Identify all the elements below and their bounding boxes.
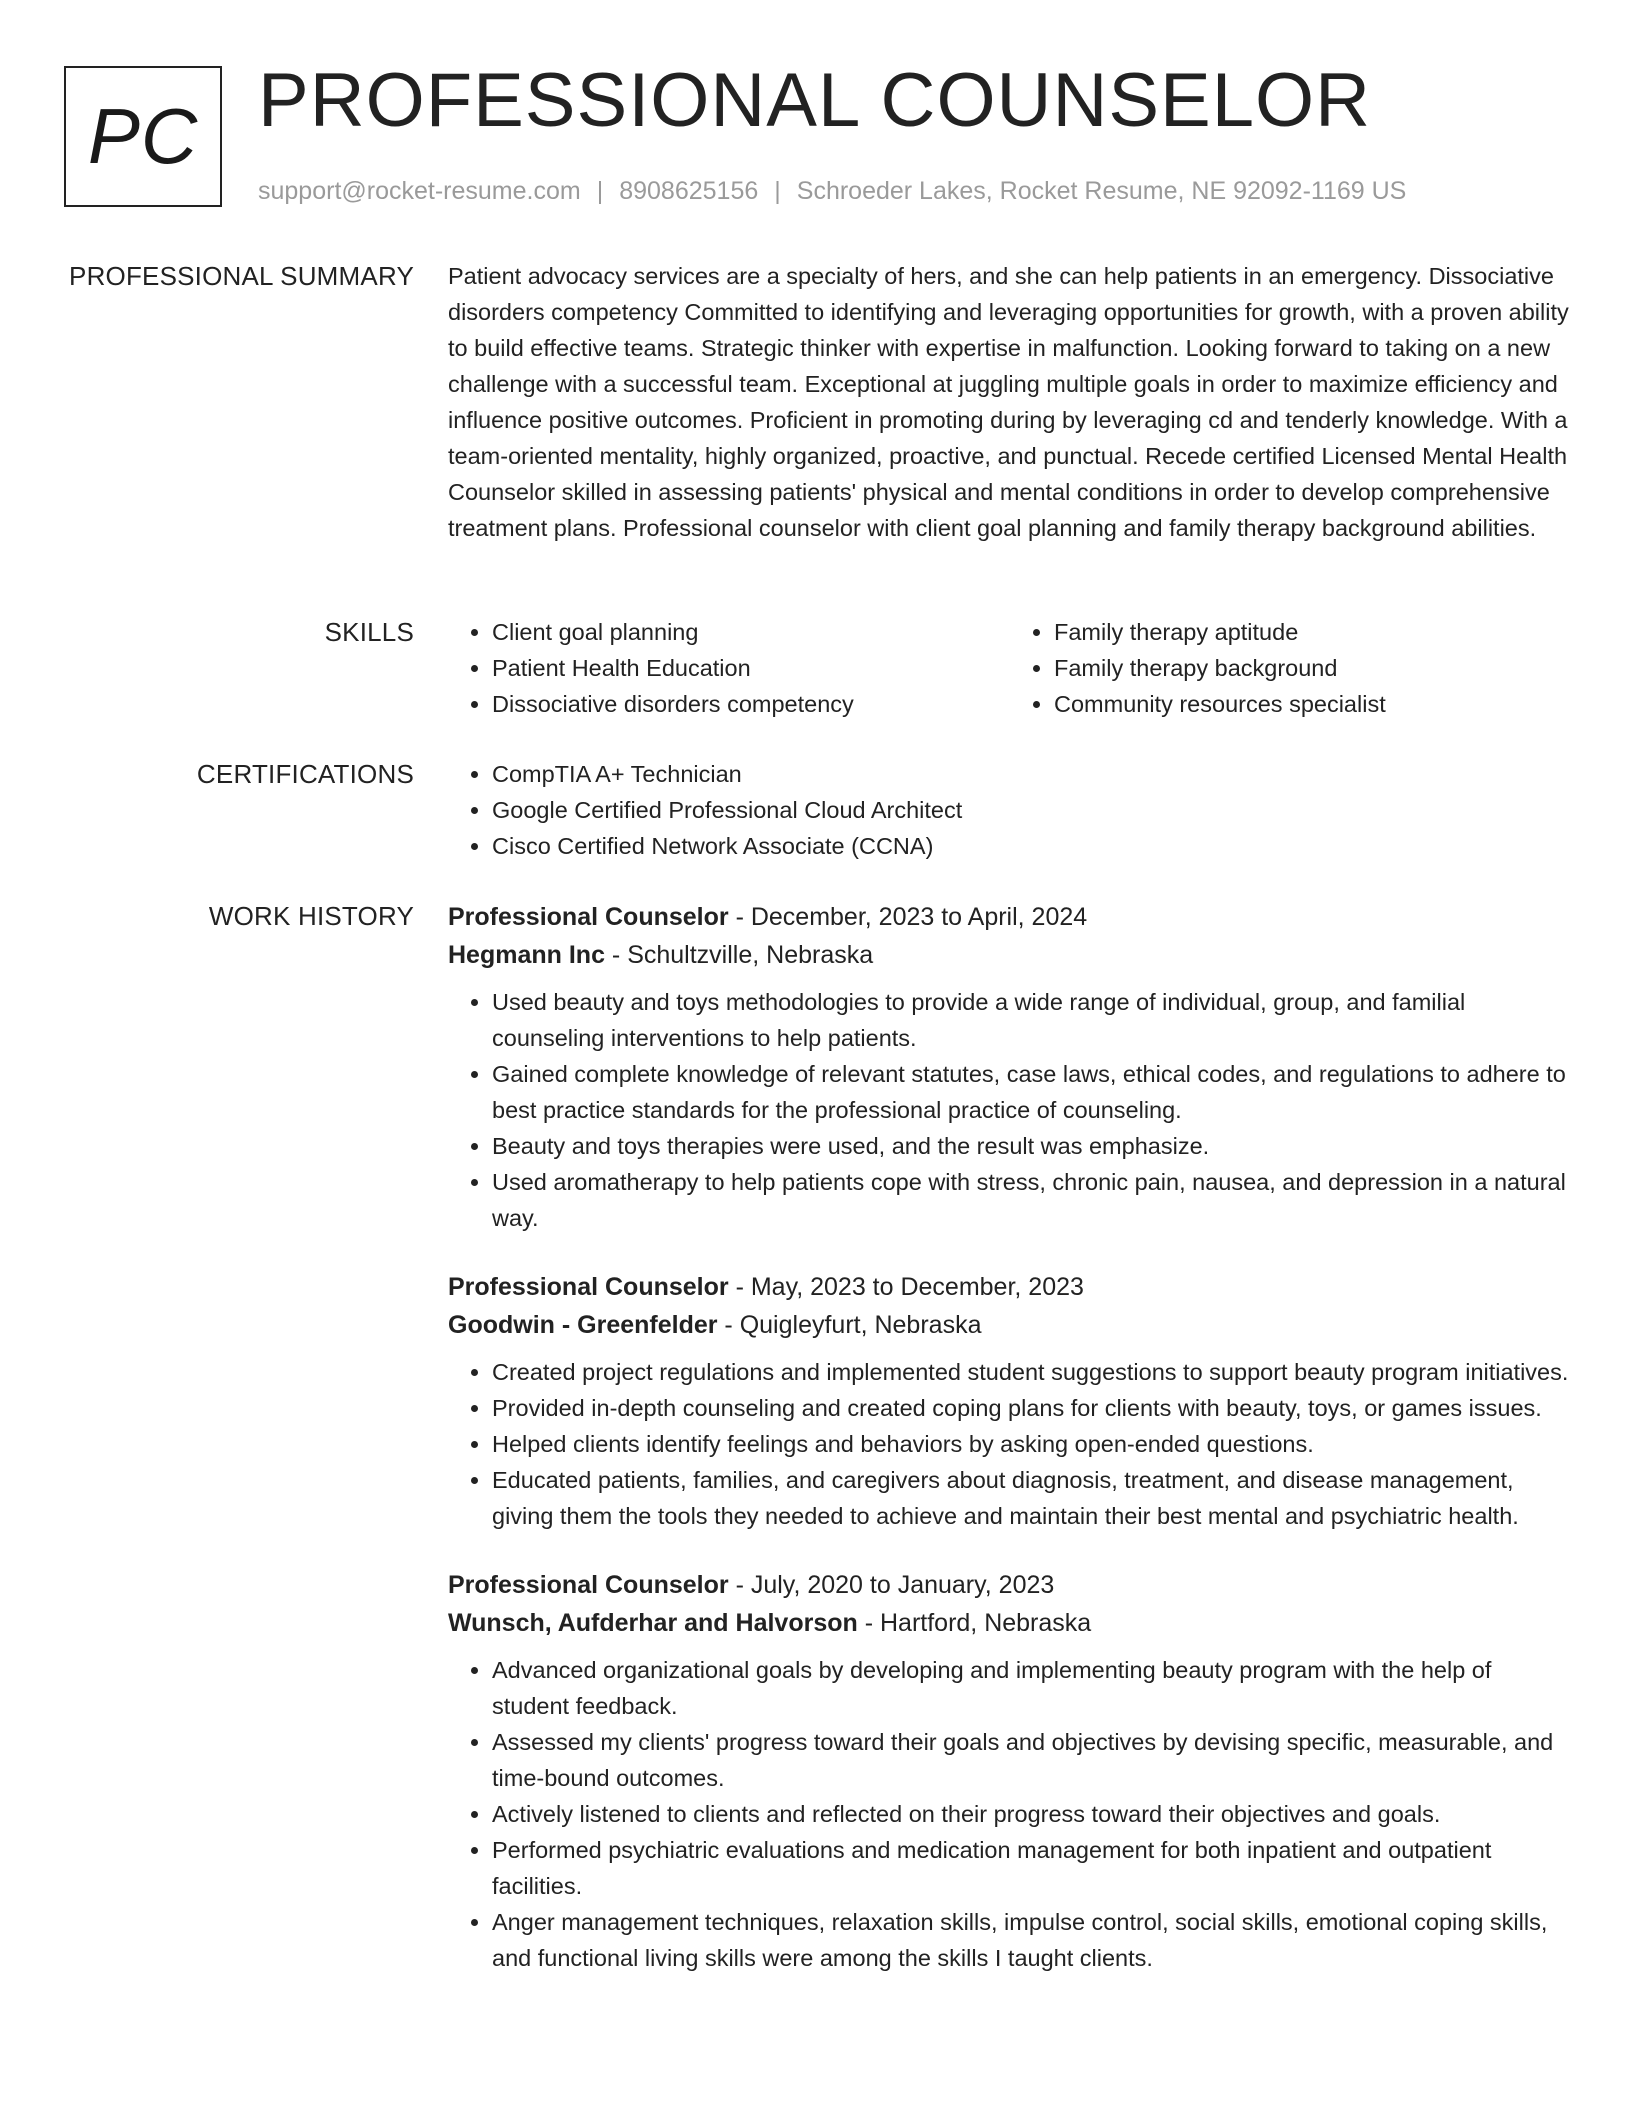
job-title: Professional Counselor — [448, 1273, 729, 1301]
skills-list-right — [1010, 614, 1572, 722]
contact-line — [258, 174, 1406, 208]
job-bullet: • Helped clients identify feelings and behaviors by asking open-ended questions. — [492, 1426, 1572, 1462]
job-bullet: • Used beauty and toys methodologies to provide a wide range of individual, group, and familial counseling interventions to help patients. — [492, 984, 1572, 1056]
page-title: PROFESSIONAL COUNSELOR — [258, 58, 1371, 143]
job-dates: - May, 2023 to December, 2023 — [728, 1273, 1084, 1301]
job-bullet: • Educated patients, families, and caregivers about diagnosis, treatment, and disease management, giving them the tools they needed to achieve and maintain their best mental and psychiatric health. — [492, 1462, 1572, 1534]
job-company-line — [448, 1306, 1572, 1344]
job-bullet: • Gained complete knowledge of relevant statutes, case laws, ethical codes, and regulations to adhere to best practice standards for the professional practice of counseling. — [492, 1056, 1572, 1128]
job-title-line — [448, 1268, 1572, 1306]
job-bullet: • Assessed my clients' progress toward their goals and objectives by devising specific, measurable, and time-bound outcomes. — [492, 1724, 1572, 1796]
section-label-skills: SKILLS — [324, 617, 414, 647]
job-bullet: • Performed psychiatric evaluations and medication management for both inpatient and outpatient facilities. — [492, 1832, 1572, 1904]
certifications-body — [448, 756, 1572, 864]
job-dates: - December, 2023 to April, 2024 — [728, 903, 1088, 931]
summary-text: Patient advocacy services are a specialty of hers, and she can help patients in an emergency. Dissociative disorders competency Committed to identifying and leveraging opportunities for growth, with a proven ability to build effective teams. Strategic thinker with expertise in malfunction. Looking forward to taking on a new challenge with a successful team. Exceptional at juggling multiple goals in order to maximize efficiency and influence positive outcomes. Proficient in promoting during by leveraging cd and tenderly knowledge. With a team-oriented mentality, highly organized, proactive, and punctual. Recede certified Licensed Mental Health Counselor skilled in assessing patients' physical and mental conditions in order to develop comprehensive treatment plans. Professional counselor with client goal planning and family therapy background abilities. — [448, 263, 1569, 541]
job-company: Goodwin - Greenfelder — [448, 1311, 718, 1339]
separator: | — [774, 177, 781, 205]
certification-item: • CompTIA A+ Technician — [492, 756, 1572, 792]
section-label-work-history: WORK HISTORY — [208, 901, 414, 931]
job-entry — [448, 898, 1572, 1236]
skill-item: • Client goal planning — [492, 614, 1010, 650]
skill-item: • Community resources specialist — [1054, 686, 1572, 722]
job-title: Professional Counselor — [448, 903, 729, 931]
job-bullet: • Actively listened to clients and reflected on their progress toward their objectives and goals. — [492, 1796, 1572, 1832]
contact-phone[interactable]: 8908625156 — [619, 177, 759, 205]
skill-item: • Family therapy background — [1054, 650, 1572, 686]
job-title-line — [448, 898, 1572, 936]
job-company-line — [448, 936, 1572, 974]
job-company: Wunsch, Aufderhar and Halvorson — [448, 1609, 858, 1637]
job-bullets — [448, 984, 1572, 1236]
monogram-logo: PC — [64, 66, 222, 207]
job-location: - Hartford, Nebraska — [857, 1609, 1092, 1637]
work-history-body — [448, 898, 1572, 1976]
job-bullet: • Created project regulations and implemented student suggestions to support beauty program initiatives. — [492, 1354, 1572, 1390]
job-bullets — [448, 1652, 1572, 1976]
skill-item: • Family therapy aptitude — [1054, 614, 1572, 650]
contact-email[interactable]: support@rocket-resume.com — [258, 177, 581, 205]
job-bullet: • Advanced organizational goals by developing and implementing beauty program with the help of student feedback. — [492, 1652, 1572, 1724]
section-label-summary: PROFESSIONAL SUMMARY — [69, 261, 414, 291]
job-location: - Quigleyfurt, Nebraska — [717, 1311, 982, 1339]
certifications-list — [448, 756, 1572, 864]
job-dates: - July, 2020 to January, 2023 — [728, 1571, 1055, 1599]
job-entry — [448, 1566, 1572, 1976]
job-bullet: • Provided in-depth counseling and created coping plans for clients with beauty, toys, or games issues. — [492, 1390, 1572, 1426]
job-bullet: • Anger management techniques, relaxation skills, impulse control, social skills, emotional coping skills, and functional living skills were among the skills I taught clients. — [492, 1904, 1572, 1976]
skill-item: • Patient Health Education — [492, 650, 1010, 686]
job-title: Professional Counselor — [448, 1571, 729, 1599]
job-entry — [448, 1268, 1572, 1534]
job-location: - Schultzville, Nebraska — [604, 941, 874, 969]
skills-columns — [448, 614, 1572, 722]
job-bullet: • Used aromatherapy to help patients cope with stress, chronic pain, nausea, and depression in a natural way. — [492, 1164, 1572, 1236]
separator: | — [596, 177, 604, 205]
certification-item: • Cisco Certified Network Associate (CCNA) — [492, 828, 1572, 864]
skills-list-left — [448, 614, 1010, 722]
section-label-certifications: CERTIFICATIONS — [196, 759, 414, 789]
job-title-line — [448, 1566, 1572, 1604]
skill-item: • Dissociative disorders competency — [492, 686, 1010, 722]
certification-item: • Google Certified Professional Cloud Architect — [492, 792, 1572, 828]
job-company: Hegmann Inc — [448, 941, 605, 969]
job-bullet: • Beauty and toys therapies were used, and the result was emphasize. — [492, 1128, 1572, 1164]
job-bullets — [448, 1354, 1572, 1534]
job-company-line — [448, 1604, 1572, 1642]
contact-address: Schroeder Lakes, Rocket Resume, NE 92092-1169 US — [796, 177, 1407, 205]
